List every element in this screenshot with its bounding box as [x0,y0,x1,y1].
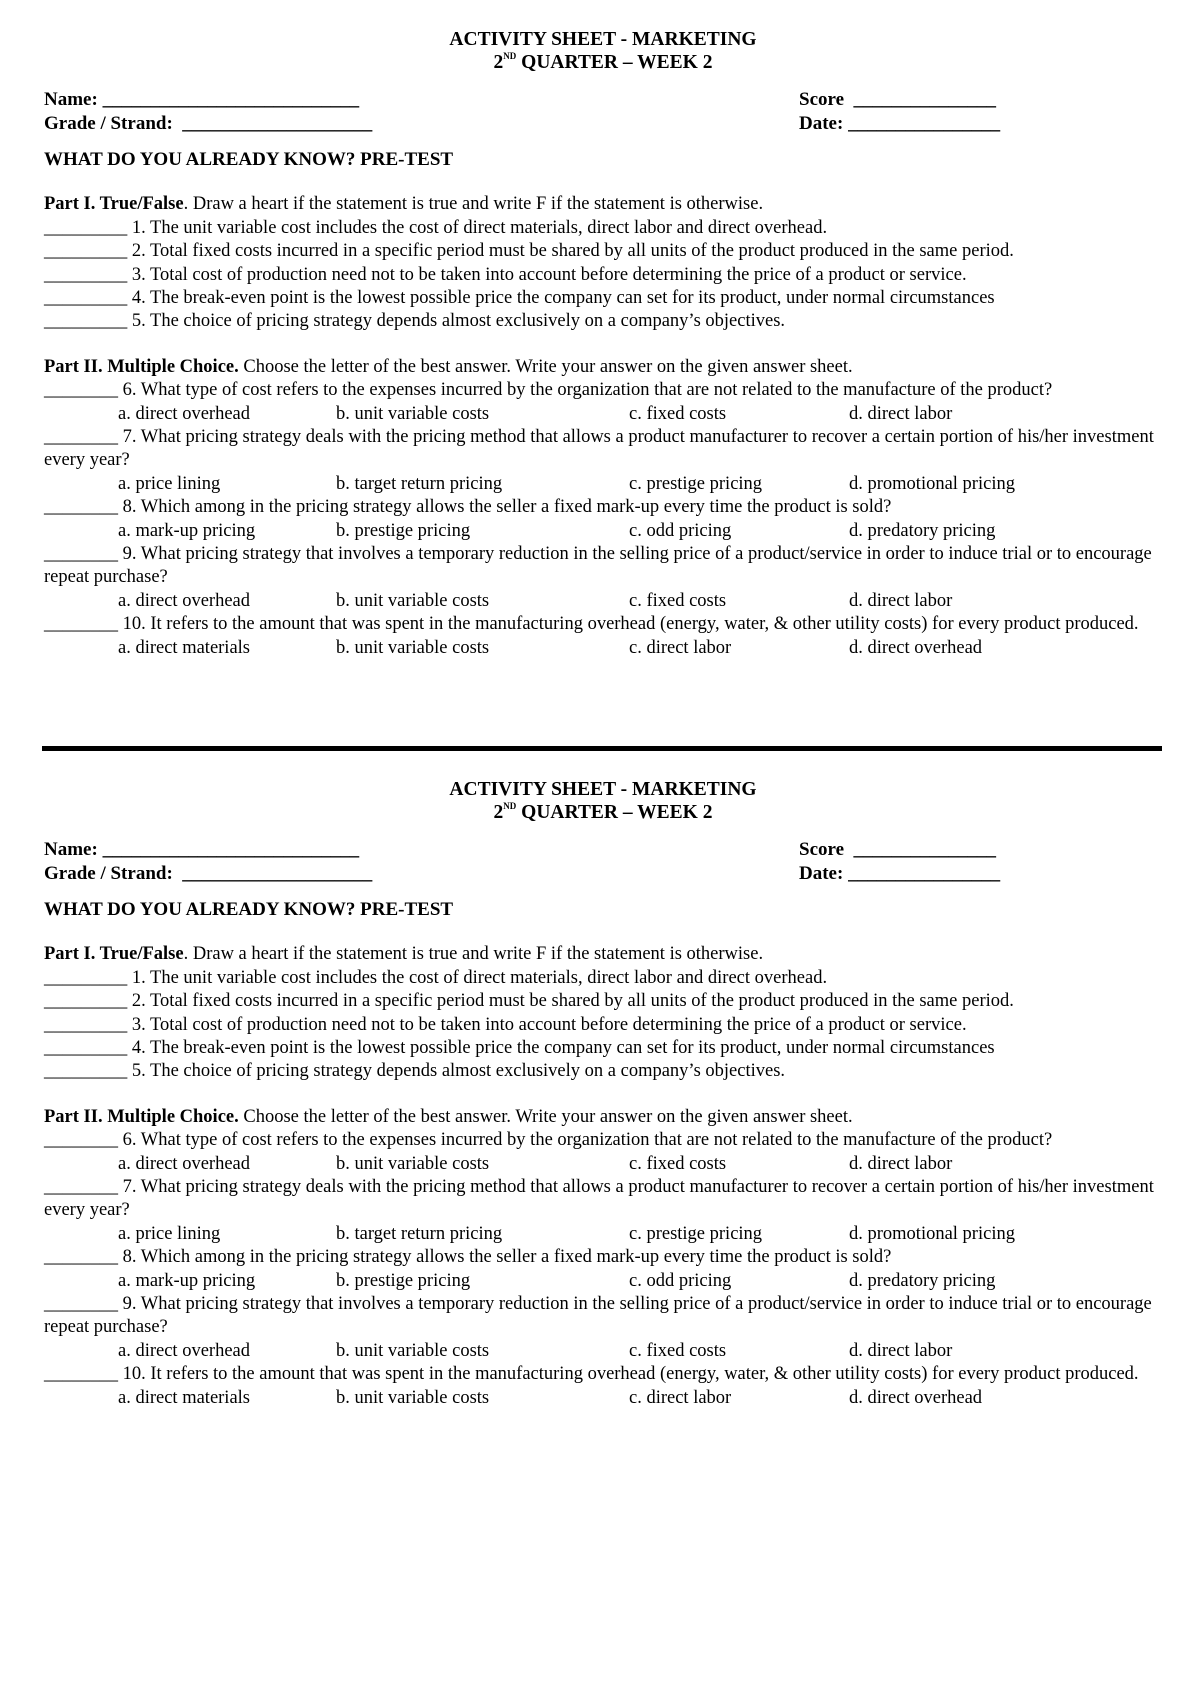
choice-option: c. fixed costs [629,1153,727,1174]
part2-instruction: Part II. Multiple Choice. Choose the letter of the best answer. Write your answer on the given answer sheet. [44,1106,853,1127]
answer-choices [44,1387,1162,1410]
student-info [44,88,1162,138]
answer-blank[interactable]: _________ [44,991,128,1012]
part-multiple-choice [44,356,1162,660]
answer-choices [44,1270,1162,1293]
choice-option: a. direct materials [118,1387,251,1408]
choice-option: a. mark-up pricing [118,1270,256,1291]
multiple-choice-question: ________ 9. What pricing strategy that involves a temporary reduction in the selling price of a product/service in order to induce trial or to encourage repeat purchase? [44,544,1152,588]
answer-blank[interactable]: ________ [44,544,118,565]
answer-choices [44,1340,1162,1363]
choice-option: b. unit variable costs [336,1387,490,1408]
choice-option: a. direct overhead [118,403,250,424]
answer-blank[interactable]: _________ [44,241,128,262]
choice-option: b. prestige pricing [336,520,471,541]
grade-strand-field[interactable]: Grade / Strand: ____________________ [44,113,373,134]
name-field[interactable]: Name: ___________________________ [44,839,360,860]
true-false-item: _________ 1. The unit variable cost includes the cost of direct materials, direct labor and direct overhead. [44,217,828,238]
answer-choices [44,520,1162,543]
true-false-item: _________ 4. The break-even point is the lowest possible price the company can set for its product, under normal circumstances [44,288,995,309]
answer-blank[interactable]: _________ [44,217,128,238]
choice-option: b. unit variable costs [336,403,490,424]
true-false-item: _________ 4. The break-even point is the lowest possible price the company can set for its product, under normal circumstances [44,1038,995,1059]
answer-blank[interactable]: ________ [44,497,118,518]
multiple-choice-question: ________ 8. Which among in the pricing strategy allows the seller a fixed mark-up every time the product is sold? [44,497,892,518]
answer-blank[interactable]: _________ [44,1061,128,1082]
answer-blank[interactable]: _________ [44,311,128,332]
true-false-item: _________ 2. Total fixed costs incurred in a specific period must be shared by all units of the product produced in the same period. [44,991,1014,1012]
part-true-false [44,193,1162,333]
choice-option: c. prestige pricing [629,1223,763,1244]
choice-option: c. odd pricing [629,1270,732,1291]
part-multiple-choice [44,1106,1162,1410]
choice-option: a. price lining [118,1223,221,1244]
choice-option: c. fixed costs [629,1340,727,1361]
multiple-choice-question: ________ 6. What type of cost refers to the expenses incurred by the organization that are not related to the manufacture of the product? [44,1130,1053,1151]
date-field[interactable]: Date: ________________ [799,863,1001,884]
multiple-choice-question: ________ 10. It refers to the amount that was spent in the manufacturing overhead (energy, water, & other utility costs) for every product produced. [44,1364,1139,1385]
answer-blank[interactable]: ________ [44,614,118,635]
name-field[interactable]: Name: ___________________________ [44,89,360,110]
true-false-item: _________ 1. The unit variable cost includes the cost of direct materials, direct labor and direct overhead. [44,967,828,988]
choice-option: b. target return pricing [336,1223,503,1244]
answer-choices [44,1223,1162,1246]
choice-option: a. direct overhead [118,590,250,611]
true-false-item: _________ 5. The choice of pricing strategy depends almost exclusively on a company’s objectives. [44,311,786,332]
true-false-item: _________ 3. Total cost of production need not to be taken into account before determining the price of a product or service. [44,1014,967,1035]
choice-option: b. target return pricing [336,473,503,494]
part1-instruction: Part I. True/False. Draw a heart if the statement is true and write F if the statement is otherwise. [44,194,764,215]
sheet-quarter: 2ND QUARTER – WEEK 2 [493,51,713,73]
choice-option: c. direct labor [629,637,732,658]
pretest-heading: WHAT DO YOU ALREADY KNOW? PRE-TEST [44,899,454,920]
choice-option: a. price lining [118,473,221,494]
choice-option: b. unit variable costs [336,1153,490,1174]
answer-blank[interactable]: ________ [44,427,118,448]
choice-option: c. prestige pricing [629,473,763,494]
answer-blank[interactable]: ________ [44,1177,118,1198]
choice-option: d. direct overhead [849,637,983,658]
part1-instruction: Part I. True/False. Draw a heart if the statement is true and write F if the statement is otherwise. [44,944,764,965]
choice-option: d. direct overhead [849,1387,983,1408]
multiple-choice-question: ________ 8. Which among in the pricing strategy allows the seller a fixed mark-up every time the product is sold? [44,1247,892,1268]
choice-option: b. prestige pricing [336,1270,471,1291]
answer-blank[interactable]: _________ [44,264,128,285]
part-true-false [44,943,1162,1083]
answer-choices [44,590,1162,613]
answer-blank[interactable]: ________ [44,1364,118,1385]
score-field[interactable]: Score _______________ [799,89,997,110]
true-false-item: _________ 3. Total cost of production need not to be taken into account before determining the price of a product or service. [44,264,967,285]
sheet-title: ACTIVITY SHEET - MARKETING [449,779,757,800]
date-field[interactable]: Date: ________________ [799,113,1001,134]
student-info [44,838,1162,888]
answer-blank[interactable]: ________ [44,1130,118,1151]
choice-option: a. mark-up pricing [118,520,256,541]
true-false-item: _________ 5. The choice of pricing strategy depends almost exclusively on a company’s objectives. [44,1061,786,1082]
sheet-title: ACTIVITY SHEET - MARKETING [449,29,757,50]
choice-option: b. unit variable costs [336,637,490,658]
choice-option: b. unit variable costs [336,1340,490,1361]
choice-option: b. unit variable costs [336,590,490,611]
choice-option: d. predatory pricing [849,1270,996,1291]
choice-option: c. direct labor [629,1387,732,1408]
part2-instruction: Part II. Multiple Choice. Choose the letter of the best answer. Write your answer on the given answer sheet. [44,356,853,377]
choice-option: a. direct materials [118,637,251,658]
choice-option: d. predatory pricing [849,520,996,541]
choice-option: d. direct labor [849,1153,953,1174]
multiple-choice-question: ________ 7. What pricing strategy deals with the pricing method that allows a product manufacturer to recover a certain portion of his/her investment every year? [44,427,1154,471]
answer-blank[interactable]: ________ [44,1247,118,1268]
choice-option: d. direct labor [849,1340,953,1361]
choice-option: a. direct overhead [118,1153,250,1174]
choice-option: c. fixed costs [629,590,727,611]
score-field[interactable]: Score _______________ [799,839,997,860]
activity-sheet-top [44,28,1162,660]
answer-blank[interactable]: _________ [44,967,128,988]
choice-option: d. direct labor [849,403,953,424]
choice-option: d. promotional pricing [849,473,1015,494]
choice-option: d. promotional pricing [849,1223,1015,1244]
choice-option: a. direct overhead [118,1340,250,1361]
cut-line-divider [42,746,1162,751]
choice-option: c. odd pricing [629,520,732,541]
multiple-choice-question: ________ 9. What pricing strategy that involves a temporary reduction in the selling price of a product/service in order to induce trial or to encourage repeat purchase? [44,1294,1152,1338]
activity-sheet-bottom [44,778,1162,1410]
sheet-quarter: 2ND QUARTER – WEEK 2 [493,801,713,823]
true-false-item: _________ 2. Total fixed costs incurred in a specific period must be shared by all units of the product produced in the same period. [44,241,1014,262]
answer-choices [44,637,1162,660]
pretest-heading: WHAT DO YOU ALREADY KNOW? PRE-TEST [44,149,454,170]
grade-strand-field[interactable]: Grade / Strand: ____________________ [44,863,373,884]
answer-blank[interactable]: ________ [44,1294,118,1315]
answer-choices [44,473,1162,496]
choice-option: c. fixed costs [629,403,727,424]
answer-blank[interactable]: _________ [44,1014,128,1035]
answer-blank[interactable]: _________ [44,288,128,309]
answer-blank[interactable]: ________ [44,380,118,401]
answer-choices [44,1153,1162,1176]
multiple-choice-question: ________ 7. What pricing strategy deals with the pricing method that allows a product manufacturer to recover a certain portion of his/her investment every year? [44,1177,1154,1221]
answer-blank[interactable]: _________ [44,1038,128,1059]
answer-choices [44,403,1162,426]
multiple-choice-question: ________ 6. What type of cost refers to the expenses incurred by the organization that are not related to the manufacture of the product? [44,380,1053,401]
multiple-choice-question: ________ 10. It refers to the amount that was spent in the manufacturing overhead (energy, water, & other utility costs) for every product produced. [44,614,1139,635]
choice-option: d. direct labor [849,590,953,611]
